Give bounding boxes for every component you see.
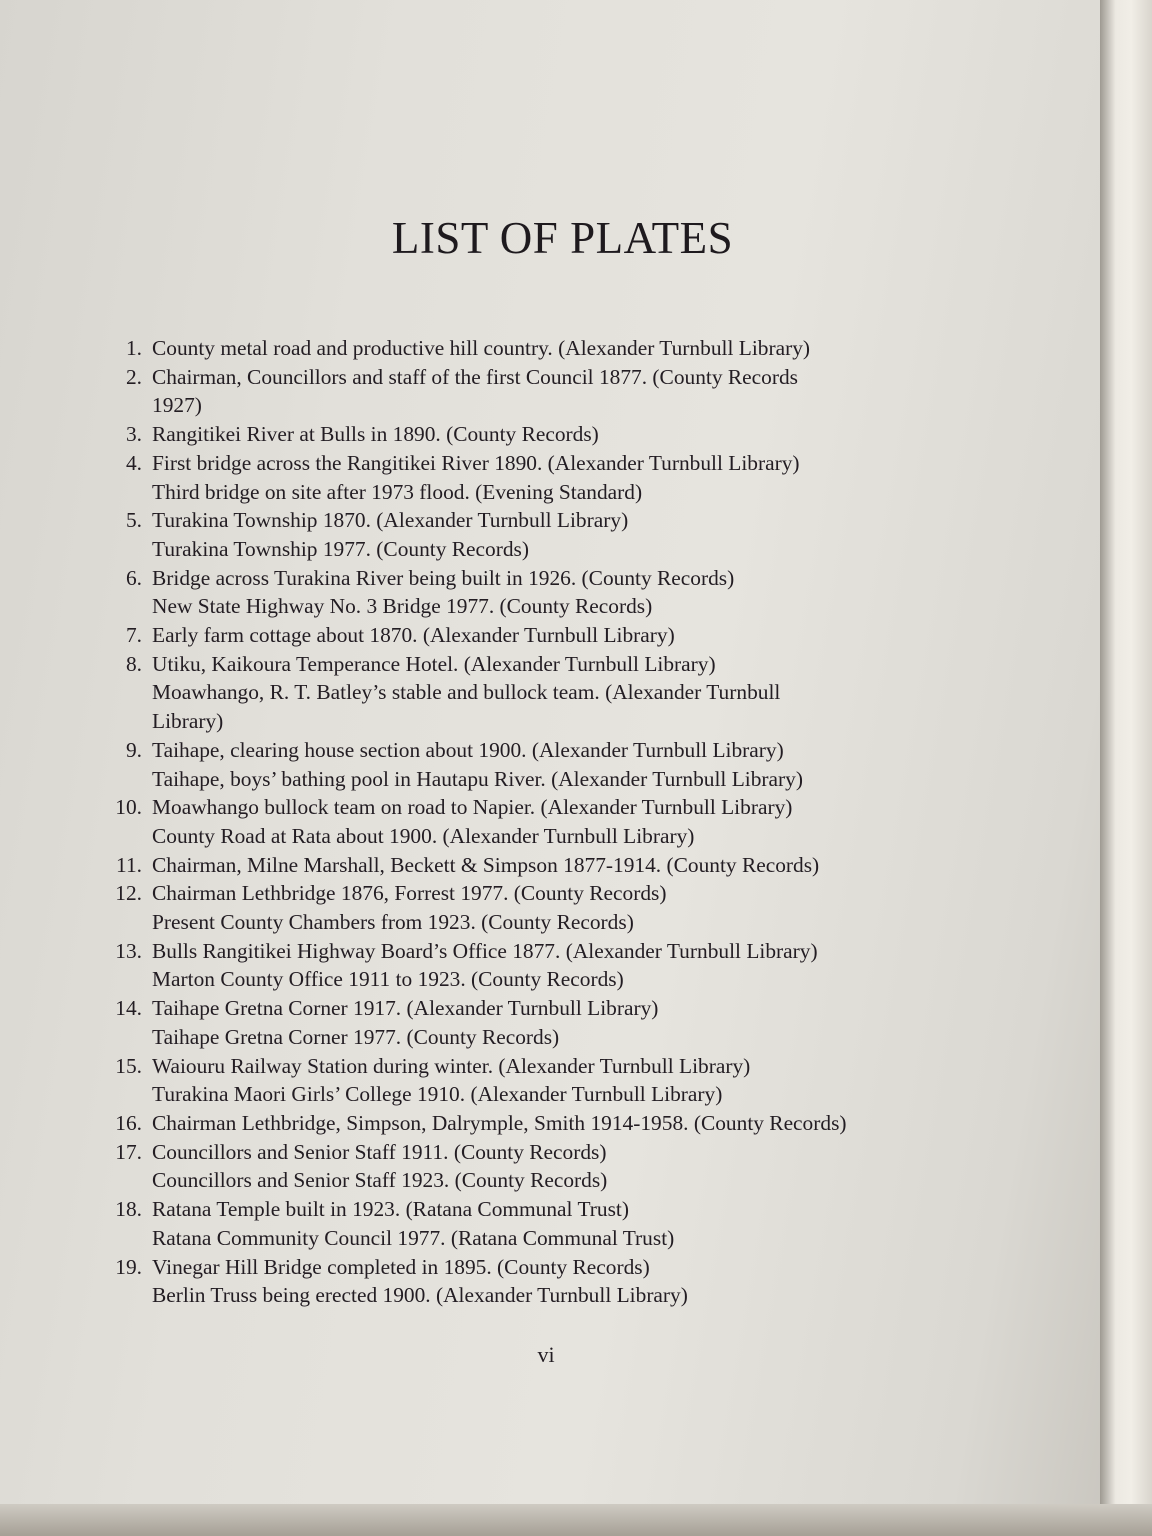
page-title: LIST OF PLATES [391, 213, 734, 263]
plate-caption [152, 334, 1010, 363]
plate-caption-line: Utiku, Kaikoura Temperance Hotel. (Alexander Turnbull Library) [152, 651, 716, 676]
plate-caption-line: Marton County Office 1911 to 1923. (County Records) [152, 967, 624, 992]
plate-caption [152, 1109, 1010, 1138]
plate-caption-line: Early farm cottage about 1870. (Alexander Turnbull Library) [152, 623, 675, 648]
plate-caption [152, 1138, 1010, 1195]
plate-number: 1. [125, 336, 142, 360]
plate-item [100, 334, 1010, 363]
plate-item [100, 937, 1010, 994]
plate-number: 8. [125, 651, 142, 676]
plate-caption-line: Councillors and Senior Staff 1923. (County Records) [152, 1168, 608, 1193]
plate-caption [152, 449, 1010, 506]
page-number: vi [537, 1342, 555, 1367]
plate-number: 10. [115, 795, 142, 820]
plate-caption [152, 851, 1010, 880]
plate-caption-line: Chairman Lethbridge 1876, Forrest 1977. (County Records) [152, 881, 667, 906]
plate-item [100, 621, 1010, 650]
plate-caption-line: Present County Chambers from 1923. (County Records) [152, 910, 634, 935]
plate-caption [152, 1253, 1010, 1310]
plates-list [100, 334, 1010, 1310]
plate-caption-line: Taihape, boys’ bathing pool in Hautapu River. (Alexander Turnbull Library) [152, 766, 803, 791]
plate-caption [152, 937, 1010, 994]
plate-caption [152, 994, 1010, 1051]
plate-caption-line: Taihape, clearing house section about 1900. (Alexander Turnbull Library) [152, 737, 784, 762]
plate-caption [152, 1195, 1010, 1252]
plate-caption-line: Turakina Township 1870. (Alexander Turnbull Library) [152, 508, 629, 533]
plate-caption-line: Third bridge on site after 1973 flood. (Evening Standard) [152, 479, 643, 504]
plate-caption-line: Ratana Temple built in 1923. (Ratana Communal Trust) [152, 1197, 629, 1222]
plate-number: 6. [125, 565, 142, 590]
plate-caption [152, 363, 1010, 420]
plate-item [100, 851, 1010, 880]
plate-item [100, 363, 1010, 420]
plate-number: 2. [125, 364, 142, 389]
plate-item [100, 1052, 1010, 1109]
plate-number: 5. [125, 508, 142, 533]
plate-caption-line: Vinegar Hill Bridge completed in 1895. (County Records) [152, 1254, 650, 1279]
page-bottom-edge [0, 1504, 1152, 1536]
plate-item [100, 736, 1010, 793]
plate-caption-line: Bulls Rangitikei Highway Board’s Office 1877. (Alexander Turnbull Library) [152, 938, 818, 963]
plate-number: 11. [116, 852, 142, 877]
plate-caption-line: Library) [152, 709, 224, 734]
plate-item [100, 650, 1010, 736]
plate-caption [152, 621, 1010, 650]
plate-caption-line: First bridge across the Rangitikei River 1890. (Alexander Turnbull Library) [152, 450, 800, 475]
plate-number: 9. [125, 737, 142, 762]
plate-caption-line: Taihape Gretna Corner 1917. (Alexander Turnbull Library) [152, 996, 659, 1021]
plate-caption-line: Bridge across Turakina River being built in 1926. (County Records) [152, 565, 735, 590]
plate-number: 16. [115, 1110, 142, 1135]
plate-number: 19. [115, 1254, 142, 1279]
plate-caption [152, 564, 1010, 621]
plate-item [100, 449, 1010, 506]
plate-caption-line: Waiouru Railway Station during winter. (Alexander Turnbull Library) [152, 1053, 751, 1078]
plate-caption [152, 879, 1010, 936]
plate-caption-line: Chairman Lethbridge, Simpson, Dalrymple, Smith 1914-1958. (County Records) [152, 1110, 847, 1135]
plate-item [100, 1138, 1010, 1195]
plate-item [100, 879, 1010, 936]
plate-caption-line: Turakina Township 1977. (County Records) [152, 536, 529, 561]
plate-number: 18. [115, 1197, 142, 1222]
show-through-text [430, 178, 435, 201]
plate-caption [152, 793, 1010, 850]
plate-caption-line: Moawhango, R. T. Batley’s stable and bullock team. (Alexander Turnbull [152, 680, 781, 705]
book-spine [1100, 0, 1152, 1536]
plate-caption-line: Chairman, Councillors and staff of the first Council 1877. (County Records [152, 364, 798, 389]
plate-caption [152, 420, 1010, 449]
plate-caption-line: Ratana Community Council 1977. (Ratana Communal Trust) [152, 1225, 675, 1250]
plate-item [100, 1109, 1010, 1138]
plate-caption-line: Chairman, Milne Marshall, Beckett & Simpson 1877-1914. (County Records) [152, 852, 820, 877]
plate-caption [152, 650, 1010, 736]
plate-item [100, 793, 1010, 850]
plate-item [100, 564, 1010, 621]
plate-number: 4. [125, 450, 142, 475]
plate-caption-line: Moawhango bullock team on road to Napier. (Alexander Turnbull Library) [152, 795, 793, 820]
plate-item [100, 994, 1010, 1051]
plate-caption-line: Rangitikei River at Bulls in 1890. (County Records) [152, 422, 599, 447]
plate-caption-line: Taihape Gretna Corner 1977. (County Records) [152, 1024, 560, 1049]
plate-item [100, 420, 1010, 449]
plate-caption-line: Councillors and Senior Staff 1911. (County Records) [152, 1139, 607, 1164]
plate-caption [152, 506, 1010, 563]
plate-item [100, 1195, 1010, 1252]
plate-number: 15. [115, 1053, 142, 1078]
plate-number: 13. [115, 938, 142, 963]
plate-number: 12. [115, 881, 142, 906]
plate-caption-line: Berlin Truss being erected 1900. (Alexander Turnbull Library) [152, 1283, 688, 1308]
plate-item [100, 1253, 1010, 1310]
plate-caption [152, 1052, 1010, 1109]
plate-number: 3. [125, 422, 142, 447]
plate-caption-line: County metal road and productive hill country. (Alexander Turnbull Library) [152, 336, 811, 360]
plate-caption [152, 736, 1010, 793]
plate-caption-line: Turakina Maori Girls’ College 1910. (Alexander Turnbull Library) [152, 1082, 723, 1107]
plate-caption-line: New State Highway No. 3 Bridge 1977. (County Records) [152, 594, 653, 619]
plate-number: 7. [125, 623, 142, 648]
plate-caption-line: 1927) [152, 393, 202, 418]
plate-caption-line: County Road at Rata about 1900. (Alexander Turnbull Library) [152, 823, 695, 848]
plate-number: 14. [115, 996, 142, 1021]
plate-number: 17. [115, 1139, 142, 1164]
plate-item [100, 506, 1010, 563]
